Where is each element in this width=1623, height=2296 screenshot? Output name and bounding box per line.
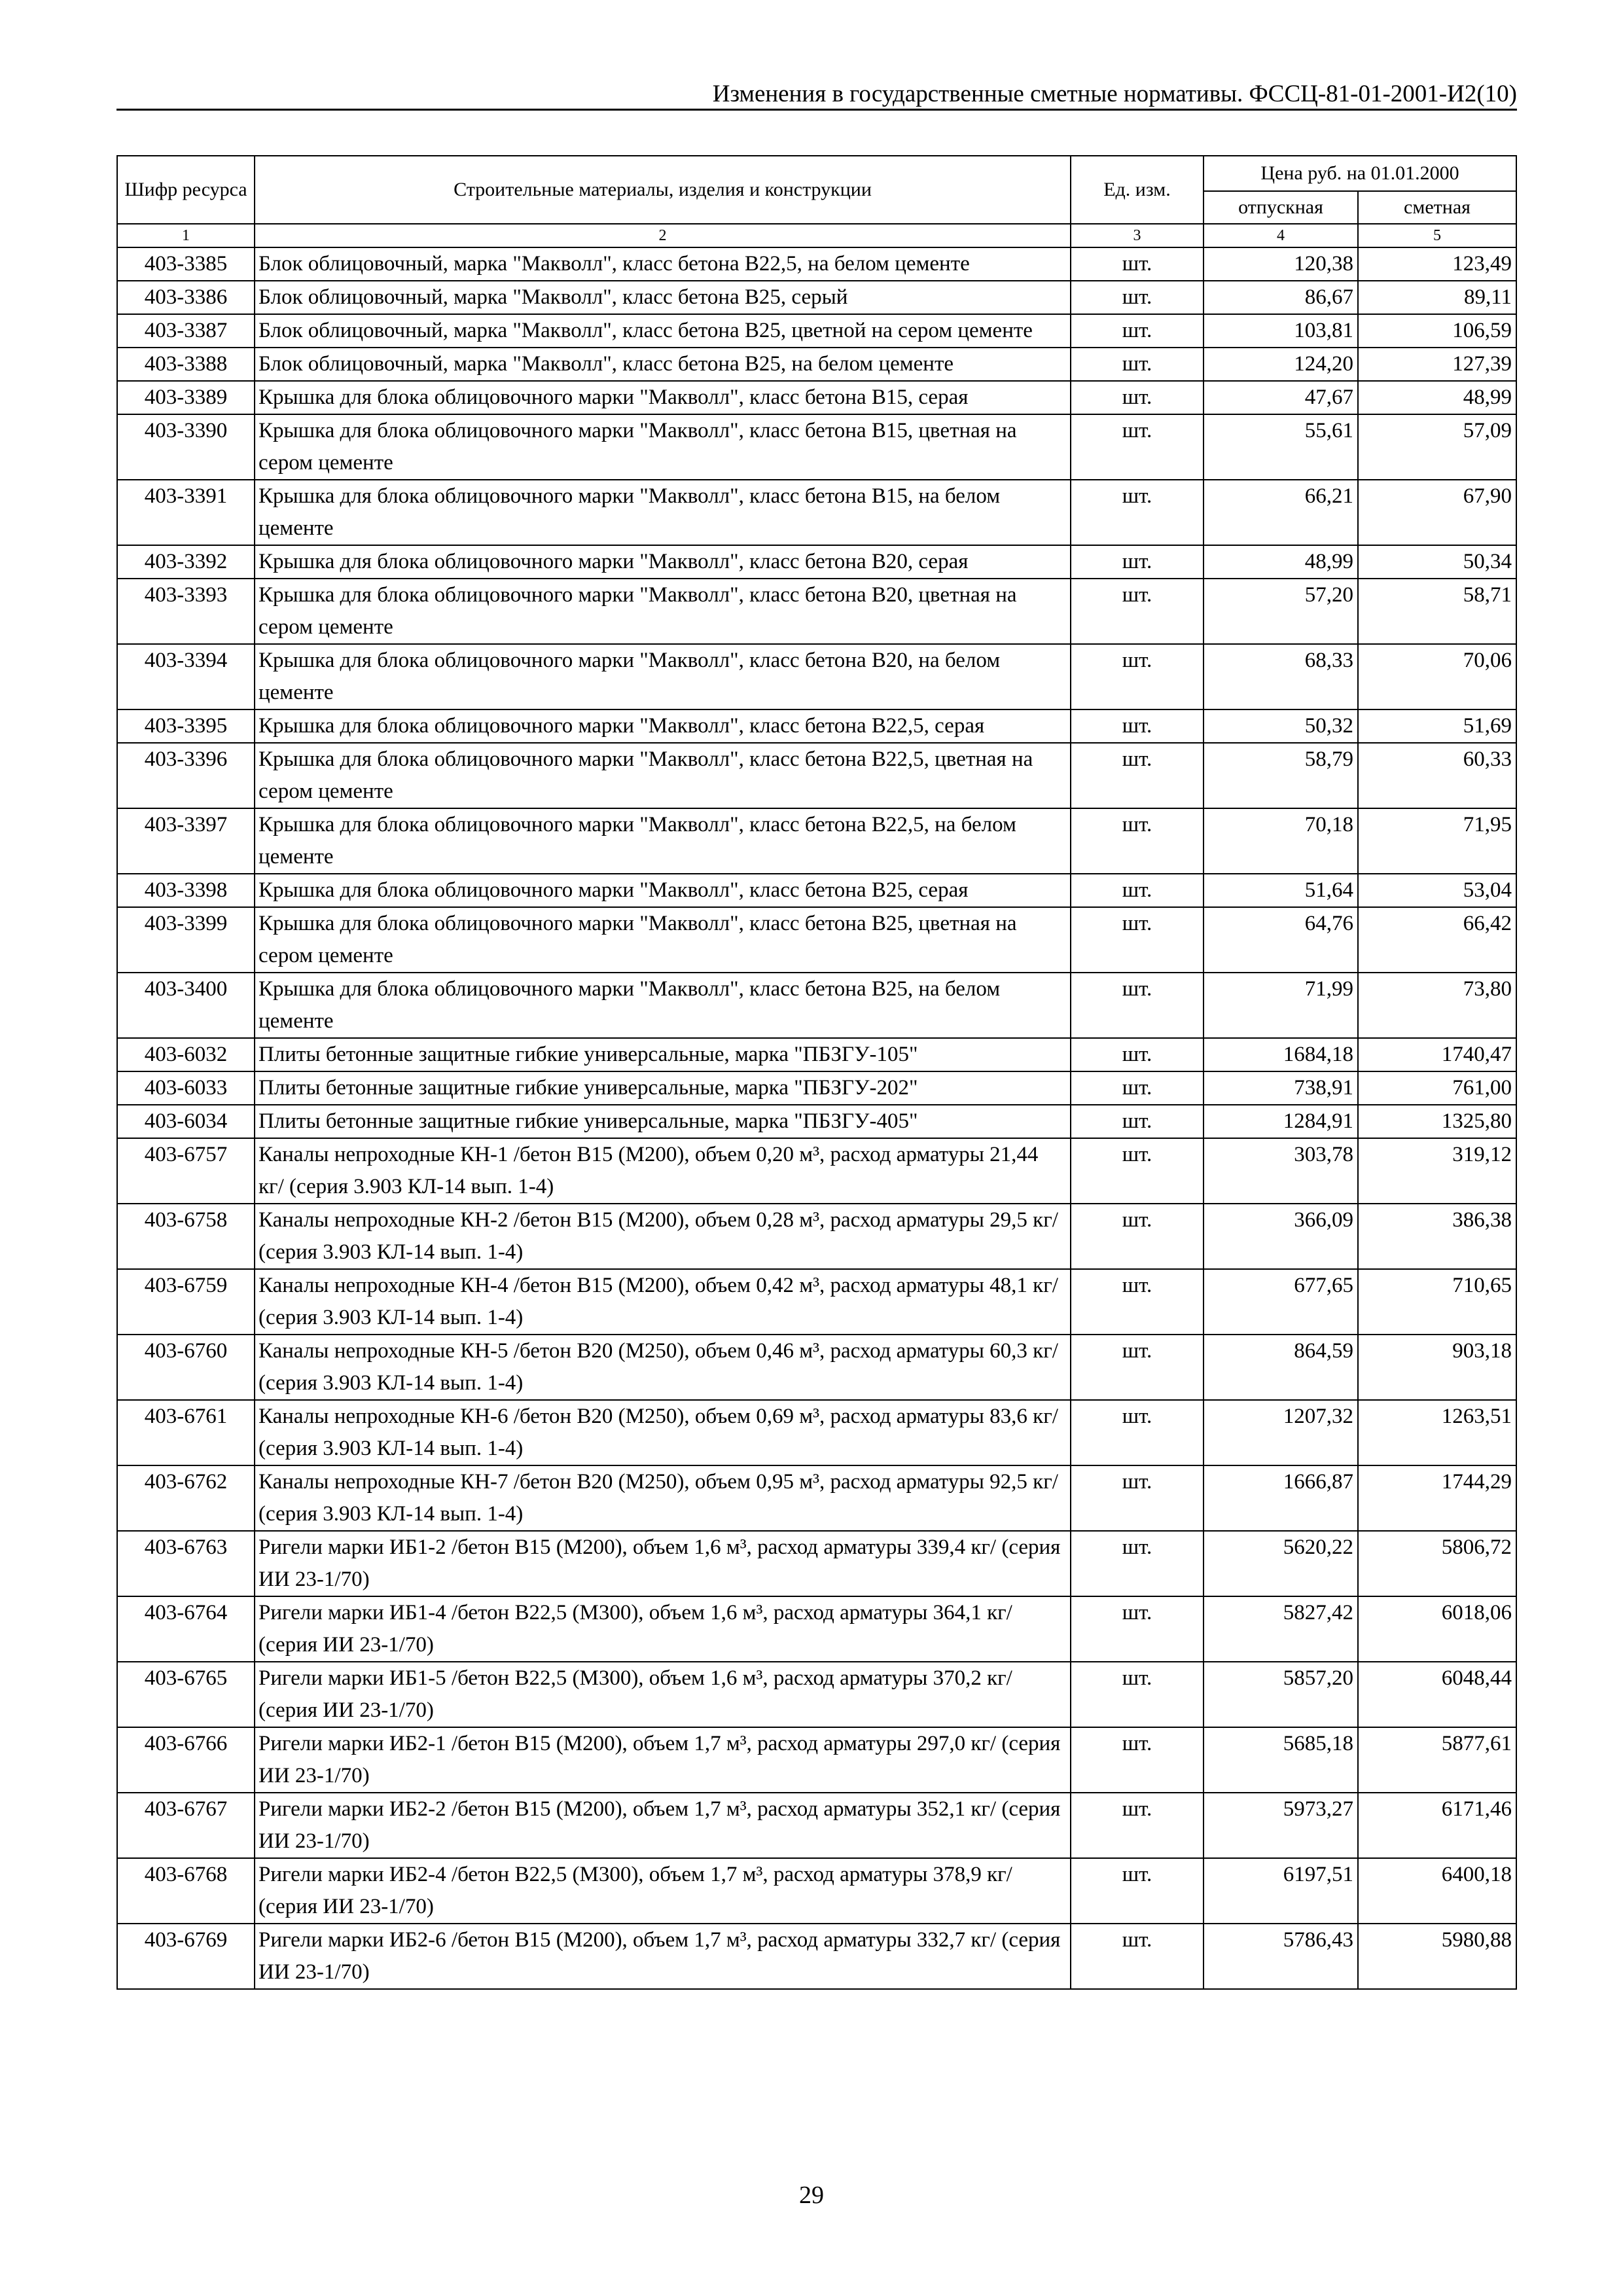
- price-estimate: 70,06: [1358, 644, 1516, 709]
- unit: шт.: [1071, 1204, 1204, 1269]
- material-name: Ригели марки ИБ2-1 /бетон В15 (М200), объем 1,7 м³, расход арматуры 297,0 кг/ (серия ИИ 23-1/70): [255, 1727, 1071, 1793]
- table-row: [117, 709, 1516, 743]
- resource-code: 403-3399: [117, 907, 255, 973]
- unit: шт.: [1071, 1596, 1204, 1662]
- material-name: Ригели марки ИБ2-4 /бетон В22,5 (М300), объем 1,7 м³, расход арматуры 378,9 кг/ (серия ИИ 23-1/70): [255, 1858, 1071, 1924]
- unit: шт.: [1071, 1727, 1204, 1793]
- material-name: Ригели марки ИБ1-5 /бетон В22,5 (М300), объем 1,6 м³, расход арматуры 370,2 кг/ (серия ИИ 23-1/70): [255, 1662, 1071, 1727]
- price-estimate: 6171,46: [1358, 1793, 1516, 1858]
- resource-code: 403-6762: [117, 1465, 255, 1531]
- price-estimate: 1325,80: [1358, 1105, 1516, 1138]
- table-row: [117, 973, 1516, 1038]
- price-estimate: 123,49: [1358, 247, 1516, 281]
- material-name: Крышка для блока облицовочного марки "Макволл", класс бетона В25, на белом цементе: [255, 973, 1071, 1038]
- price-release: 70,18: [1204, 808, 1358, 874]
- table-row: [117, 381, 1516, 414]
- col-header-code: Шифр ресурса: [117, 156, 255, 224]
- price-estimate: 89,11: [1358, 281, 1516, 314]
- price-estimate: 67,90: [1358, 480, 1516, 545]
- material-name: Плиты бетонные защитные гибкие универсальные, марка "ПБЗГУ-202": [255, 1071, 1071, 1105]
- material-name: Ригели марки ИБ1-4 /бетон В22,5 (М300), объем 1,6 м³, расход арматуры 364,1 кг/ (серия ИИ 23-1/70): [255, 1596, 1071, 1662]
- material-name: Блок облицовочный, марка "Макволл", класс бетона В25, цветной на сером цементе: [255, 314, 1071, 348]
- price-release: 677,65: [1204, 1269, 1358, 1335]
- resource-code: 403-3389: [117, 381, 255, 414]
- table-row: [117, 1038, 1516, 1071]
- resource-code: 403-6760: [117, 1335, 255, 1400]
- price-release: 48,99: [1204, 545, 1358, 579]
- price-release: 6197,51: [1204, 1858, 1358, 1924]
- table-row: [117, 414, 1516, 480]
- material-name: Блок облицовочный, марка "Макволл", класс бетона В25, на белом цементе: [255, 348, 1071, 381]
- price-estimate: 50,34: [1358, 545, 1516, 579]
- price-estimate: 106,59: [1358, 314, 1516, 348]
- unit: шт.: [1071, 709, 1204, 743]
- resource-code: 403-6769: [117, 1924, 255, 1989]
- material-name: Крышка для блока облицовочного марки "Макволл", класс бетона В20, серая: [255, 545, 1071, 579]
- table-row: [117, 1793, 1516, 1858]
- material-name: Каналы непроходные КН-1 /бетон В15 (М200), объем 0,20 м³, расход арматуры 21,44 кг/ (серия 3.903 КЛ-14 вып. 1-4): [255, 1138, 1071, 1204]
- table-row: [117, 1105, 1516, 1138]
- resource-code: 403-3391: [117, 480, 255, 545]
- table-row: [117, 1858, 1516, 1924]
- document-title: Изменения в государственные сметные нормативы. ФССЦ-81-01-2001-И2(10): [712, 81, 1517, 107]
- unit: шт.: [1071, 1400, 1204, 1465]
- price-release: 5786,43: [1204, 1924, 1358, 1989]
- resource-code: 403-3397: [117, 808, 255, 874]
- material-name: Ригели марки ИБ1-2 /бетон В15 (М200), объем 1,6 м³, расход арматуры 339,4 кг/ (серия ИИ 23-1/70): [255, 1531, 1071, 1596]
- price-estimate: 73,80: [1358, 973, 1516, 1038]
- resource-code: 403-3398: [117, 874, 255, 907]
- resource-code: 403-3390: [117, 414, 255, 480]
- resource-code: 403-3392: [117, 545, 255, 579]
- unit: шт.: [1071, 1858, 1204, 1924]
- table-row: [117, 1727, 1516, 1793]
- unit: шт.: [1071, 1465, 1204, 1531]
- price-release: 124,20: [1204, 348, 1358, 381]
- material-name: Крышка для блока облицовочного марки "Макволл", класс бетона В22,5, цветная на сером цементе: [255, 743, 1071, 808]
- column-number: 2: [255, 224, 1071, 247]
- price-estimate: 51,69: [1358, 709, 1516, 743]
- material-name: Каналы непроходные КН-2 /бетон В15 (М200), объем 0,28 м³, расход арматуры 29,5 кг/ (серия 3.903 КЛ-14 вып. 1-4): [255, 1204, 1071, 1269]
- price-release: 1284,91: [1204, 1105, 1358, 1138]
- unit: шт.: [1071, 973, 1204, 1038]
- price-estimate: 319,12: [1358, 1138, 1516, 1204]
- unit: шт.: [1071, 874, 1204, 907]
- material-name: Крышка для блока облицовочного марки "Макволл", класс бетона В20, на белом цементе: [255, 644, 1071, 709]
- resource-code: 403-3385: [117, 247, 255, 281]
- resource-code: 403-3395: [117, 709, 255, 743]
- table-row: [117, 545, 1516, 579]
- table-row: [117, 743, 1516, 808]
- price-estimate: 386,38: [1358, 1204, 1516, 1269]
- table-row: [117, 907, 1516, 973]
- price-estimate: 761,00: [1358, 1071, 1516, 1105]
- table-row: [117, 314, 1516, 348]
- resource-code: 403-6033: [117, 1071, 255, 1105]
- unit: шт.: [1071, 1924, 1204, 1989]
- material-name: Плиты бетонные защитные гибкие универсальные, марка "ПБЗГУ-405": [255, 1105, 1071, 1138]
- unit: шт.: [1071, 644, 1204, 709]
- price-estimate: 48,99: [1358, 381, 1516, 414]
- table-row: [117, 1596, 1516, 1662]
- price-estimate: 1744,29: [1358, 1465, 1516, 1531]
- price-release: 738,91: [1204, 1071, 1358, 1105]
- col-header-price-estimate: сметная: [1358, 191, 1516, 224]
- price-estimate: 57,09: [1358, 414, 1516, 480]
- table-row: [117, 1269, 1516, 1335]
- resource-code: 403-3396: [117, 743, 255, 808]
- price-release: 51,64: [1204, 874, 1358, 907]
- material-name: Каналы непроходные КН-5 /бетон В20 (М250), объем 0,46 м³, расход арматуры 60,3 кг/ (серия 3.903 КЛ-14 вып. 1-4): [255, 1335, 1071, 1400]
- price-estimate: 5806,72: [1358, 1531, 1516, 1596]
- price-estimate: 53,04: [1358, 874, 1516, 907]
- unit: шт.: [1071, 1793, 1204, 1858]
- price-estimate: 1263,51: [1358, 1400, 1516, 1465]
- price-release: 5685,18: [1204, 1727, 1358, 1793]
- material-name: Крышка для блока облицовочного марки "Макволл", класс бетона В15, цветная на сером цементе: [255, 414, 1071, 480]
- price-release: 5827,42: [1204, 1596, 1358, 1662]
- table-row: [117, 644, 1516, 709]
- table-row: [117, 1662, 1516, 1727]
- header-rule: [116, 109, 1517, 111]
- column-number-row: [117, 224, 1516, 247]
- price-release: 103,81: [1204, 314, 1358, 348]
- table-row: [117, 808, 1516, 874]
- price-release: 1207,32: [1204, 1400, 1358, 1465]
- table-row: [117, 1400, 1516, 1465]
- column-number: 1: [117, 224, 255, 247]
- table-row: [117, 348, 1516, 381]
- unit: шт.: [1071, 1269, 1204, 1335]
- resource-code: 403-3400: [117, 973, 255, 1038]
- unit: шт.: [1071, 579, 1204, 644]
- resource-code: 403-6763: [117, 1531, 255, 1596]
- material-name: Крышка для блока облицовочного марки "Макволл", класс бетона В15, на белом цементе: [255, 480, 1071, 545]
- price-estimate: 71,95: [1358, 808, 1516, 874]
- unit: шт.: [1071, 1531, 1204, 1596]
- column-number: 3: [1071, 224, 1204, 247]
- col-header-name: Строительные материалы, изделия и конструкции: [255, 156, 1071, 224]
- price-estimate: 60,33: [1358, 743, 1516, 808]
- resource-code: 403-6758: [117, 1204, 255, 1269]
- price-estimate: 903,18: [1358, 1335, 1516, 1400]
- resource-code: 403-3394: [117, 644, 255, 709]
- resource-code: 403-6761: [117, 1400, 255, 1465]
- material-name: Блок облицовочный, марка "Макволл", класс бетона В25, серый: [255, 281, 1071, 314]
- table-row: [117, 247, 1516, 281]
- unit: шт.: [1071, 1038, 1204, 1071]
- price-release: 5857,20: [1204, 1662, 1358, 1727]
- resource-code: 403-6757: [117, 1138, 255, 1204]
- col-header-price-release: отпускная: [1204, 191, 1358, 224]
- table-row: [117, 1335, 1516, 1400]
- price-release: 86,67: [1204, 281, 1358, 314]
- resource-code: 403-3386: [117, 281, 255, 314]
- price-release: 64,76: [1204, 907, 1358, 973]
- unit: шт.: [1071, 743, 1204, 808]
- price-release: 366,09: [1204, 1204, 1358, 1269]
- price-release: 66,21: [1204, 480, 1358, 545]
- table-row: [117, 1071, 1516, 1105]
- price-release: 55,61: [1204, 414, 1358, 480]
- price-release: 50,32: [1204, 709, 1358, 743]
- price-release: 57,20: [1204, 579, 1358, 644]
- unit: шт.: [1071, 348, 1204, 381]
- material-name: Крышка для блока облицовочного марки "Макволл", класс бетона В15, серая: [255, 381, 1071, 414]
- price-estimate: 6400,18: [1358, 1858, 1516, 1924]
- price-estimate: 66,42: [1358, 907, 1516, 973]
- resource-code: 403-6768: [117, 1858, 255, 1924]
- material-name: Крышка для блока облицовочного марки "Макволл", класс бетона В22,5, серая: [255, 709, 1071, 743]
- table-row: [117, 1138, 1516, 1204]
- price-estimate: 5877,61: [1358, 1727, 1516, 1793]
- resource-price-table: [116, 155, 1517, 1990]
- column-number: 5: [1358, 224, 1516, 247]
- unit: шт.: [1071, 480, 1204, 545]
- material-name: Крышка для блока облицовочного марки "Макволл", класс бетона В22,5, на белом цементе: [255, 808, 1071, 874]
- price-release: 58,79: [1204, 743, 1358, 808]
- material-name: Каналы непроходные КН-7 /бетон В20 (М250), объем 0,95 м³, расход арматуры 92,5 кг/ (серия 3.903 КЛ-14 вып. 1-4): [255, 1465, 1071, 1531]
- resource-code: 403-3393: [117, 579, 255, 644]
- price-release: 120,38: [1204, 247, 1358, 281]
- page-number: 29: [799, 2181, 824, 2209]
- resource-code: 403-6759: [117, 1269, 255, 1335]
- resource-code: 403-6034: [117, 1105, 255, 1138]
- resource-code: 403-6032: [117, 1038, 255, 1071]
- material-name: Каналы непроходные КН-4 /бетон В15 (М200), объем 0,42 м³, расход арматуры 48,1 кг/ (серия 3.903 КЛ-14 вып. 1-4): [255, 1269, 1071, 1335]
- col-header-unit: Ед. изм.: [1071, 156, 1204, 224]
- unit: шт.: [1071, 314, 1204, 348]
- price-release: 47,67: [1204, 381, 1358, 414]
- unit: шт.: [1071, 381, 1204, 414]
- resource-code: 403-6767: [117, 1793, 255, 1858]
- table-row: [117, 874, 1516, 907]
- resource-code: 403-6765: [117, 1662, 255, 1727]
- unit: шт.: [1071, 1335, 1204, 1400]
- material-name: Плиты бетонные защитные гибкие универсальные, марка "ПБЗГУ-105": [255, 1038, 1071, 1071]
- material-name: Крышка для блока облицовочного марки "Макволл", класс бетона В20, цветная на сером цементе: [255, 579, 1071, 644]
- unit: шт.: [1071, 247, 1204, 281]
- resource-code: 403-6764: [117, 1596, 255, 1662]
- table-row: [117, 1204, 1516, 1269]
- unit: шт.: [1071, 1662, 1204, 1727]
- page-header: [116, 79, 1517, 110]
- table-row: [117, 281, 1516, 314]
- price-release: 1666,87: [1204, 1465, 1358, 1531]
- material-name: Ригели марки ИБ2-2 /бетон В15 (М200), объем 1,7 м³, расход арматуры 352,1 кг/ (серия ИИ 23-1/70): [255, 1793, 1071, 1858]
- unit: шт.: [1071, 414, 1204, 480]
- price-release: 1684,18: [1204, 1038, 1358, 1071]
- price-release: 303,78: [1204, 1138, 1358, 1204]
- price-estimate: 710,65: [1358, 1269, 1516, 1335]
- table-row: [117, 480, 1516, 545]
- unit: шт.: [1071, 1105, 1204, 1138]
- material-name: Крышка для блока облицовочного марки "Макволл", класс бетона В25, цветная на сером цементе: [255, 907, 1071, 973]
- price-estimate: 6018,06: [1358, 1596, 1516, 1662]
- unit: шт.: [1071, 808, 1204, 874]
- resource-code: 403-3387: [117, 314, 255, 348]
- material-name: Крышка для блока облицовочного марки "Макволл", класс бетона В25, серая: [255, 874, 1071, 907]
- price-release: 5973,27: [1204, 1793, 1358, 1858]
- price-release: 5620,22: [1204, 1531, 1358, 1596]
- price-estimate: 5980,88: [1358, 1924, 1516, 1989]
- unit: шт.: [1071, 907, 1204, 973]
- material-name: Ригели марки ИБ2-6 /бетон В15 (М200), объем 1,7 м³, расход арматуры 332,7 кг/ (серия ИИ 23-1/70): [255, 1924, 1071, 1989]
- unit: шт.: [1071, 1138, 1204, 1204]
- table-header: [117, 156, 1516, 247]
- price-estimate: 127,39: [1358, 348, 1516, 381]
- col-header-price-group: Цена руб. на 01.01.2000: [1204, 156, 1516, 191]
- table-body: [117, 247, 1516, 1989]
- price-release: 864,59: [1204, 1335, 1358, 1400]
- table-row: [117, 579, 1516, 644]
- resource-code: 403-6766: [117, 1727, 255, 1793]
- price-estimate: 58,71: [1358, 579, 1516, 644]
- price-release: 71,99: [1204, 973, 1358, 1038]
- resource-code: 403-3388: [117, 348, 255, 381]
- column-number: 4: [1204, 224, 1358, 247]
- table-row: [117, 1924, 1516, 1989]
- unit: шт.: [1071, 281, 1204, 314]
- material-name: Блок облицовочный, марка "Макволл", класс бетона В22,5, на белом цементе: [255, 247, 1071, 281]
- price-estimate: 1740,47: [1358, 1038, 1516, 1071]
- table-row: [117, 1531, 1516, 1596]
- price-estimate: 6048,44: [1358, 1662, 1516, 1727]
- material-name: Каналы непроходные КН-6 /бетон В20 (М250), объем 0,69 м³, расход арматуры 83,6 кг/ (серия 3.903 КЛ-14 вып. 1-4): [255, 1400, 1071, 1465]
- table-row: [117, 1465, 1516, 1531]
- unit: шт.: [1071, 545, 1204, 579]
- unit: шт.: [1071, 1071, 1204, 1105]
- price-release: 68,33: [1204, 644, 1358, 709]
